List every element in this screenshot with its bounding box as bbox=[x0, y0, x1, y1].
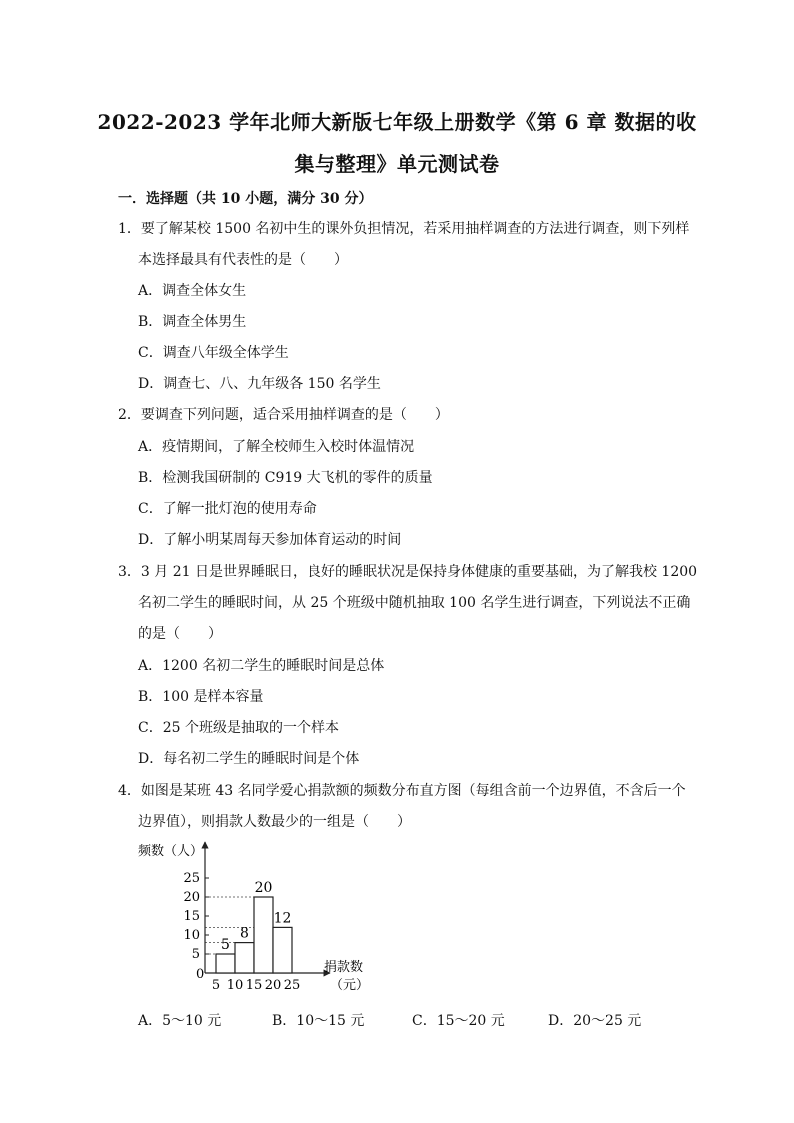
y-tick-label: 10 bbox=[183, 928, 200, 943]
q4-stem-line1: 4．如图是某班 43 名同学爱心捐款额的频数分布直方图（每组含前一个边界值，不含后一个 bbox=[118, 783, 686, 799]
q4-option-c: C．15～20 元 bbox=[412, 1013, 505, 1029]
q4-option-b: B．10～15 元 bbox=[272, 1013, 365, 1029]
q1-option-c: C．调查八年级全体学生 bbox=[138, 345, 289, 361]
q4-option-a: A．5～10 元 bbox=[138, 1013, 222, 1029]
origin-label: 0 bbox=[196, 967, 205, 982]
y-tick-label: 25 bbox=[183, 871, 200, 886]
q4-stem-line2: 边界值），则捐款人数最少的一组是（ ） bbox=[138, 814, 411, 830]
q1-option-d: D．调查七、八、九年级各 150 名学生 bbox=[138, 376, 381, 392]
x-axis-label-line1: 捐款数 bbox=[324, 960, 364, 975]
q3-stem-line1: 3．3 月 21 日是世界睡眠日，良好的睡眠状况是保持身体健康的重要基础，为了解我校 1200 bbox=[118, 564, 698, 580]
q1-option-a: A．调查全体女生 bbox=[138, 283, 247, 299]
x-tick-label: 10 bbox=[226, 978, 244, 993]
bar-value-label: 5 bbox=[221, 937, 230, 953]
q2-stem-line1: 2．要调查下列问题，适合采用抽样调查的是（ ） bbox=[118, 407, 449, 423]
y-axis-label: 频数（人） bbox=[138, 844, 204, 859]
y-tick-label: 5 bbox=[191, 947, 200, 962]
bar-value-label: 12 bbox=[273, 910, 292, 927]
y-tick-label: 15 bbox=[183, 909, 200, 924]
histogram-bar bbox=[254, 897, 273, 973]
q1-option-b: B．调查全体男生 bbox=[138, 314, 247, 330]
q3-option-b: B．100 是样本容量 bbox=[138, 689, 264, 705]
q2-option-d: D．了解小明某周每天参加体育运动的时间 bbox=[138, 532, 402, 548]
bar-value-label: 8 bbox=[240, 925, 249, 942]
x-tick-label: 20 bbox=[264, 978, 282, 993]
q2-option-c: C．了解一批灯泡的使用寿命 bbox=[138, 501, 317, 517]
bar-value-label: 20 bbox=[254, 880, 273, 896]
q3-option-d: D．每名初二学生的睡眠时间是个体 bbox=[138, 751, 360, 767]
q3-stem-line2: 名初二学生的睡眠时间，从 25 个班级中随机抽取 100 名学生进行调查，下列说法不正确 bbox=[138, 595, 691, 611]
q1-stem-line2: 本选择最具有代表性的是（ ） bbox=[138, 252, 348, 268]
q1-stem-line1: 1．要了解某校 1500 名初中生的课外负担情况，若采用抽样调查的方法进行调查，则下列样 bbox=[118, 221, 690, 237]
section-heading: 一．选择题（共 10 小题，满分 30 分） bbox=[118, 191, 373, 207]
y-tick-label: 20 bbox=[183, 890, 200, 905]
page-title-line1: 2022-2023 学年北师大新版七年级上册数学《第 6 章 数据的收 bbox=[97, 110, 697, 134]
x-axis-label-line2: （元） bbox=[330, 978, 370, 993]
x-tick-label: 5 bbox=[211, 978, 221, 993]
q2-option-b: B．检测我国研制的 C919 大飞机的零件的质量 bbox=[138, 470, 433, 486]
x-tick-label: 25 bbox=[283, 978, 301, 993]
q3-stem-line3: 的是（ ） bbox=[138, 626, 222, 642]
q3-option-c: C．25 个班级是抽取的一个样本 bbox=[138, 720, 339, 736]
histogram-bar bbox=[273, 927, 292, 973]
histogram-chart bbox=[130, 838, 380, 998]
x-tick-label: 15 bbox=[245, 978, 263, 993]
histogram-bar bbox=[216, 954, 235, 973]
q3-option-a: A．1200 名初二学生的睡眠时间是总体 bbox=[138, 658, 385, 674]
histogram-bar bbox=[235, 943, 254, 973]
q2-option-a: A．疫情期间，了解全校师生入校时体温情况 bbox=[138, 439, 415, 455]
q4-option-d: D．20～25 元 bbox=[548, 1013, 642, 1029]
page-title-line2: 集与整理》单元测试卷 bbox=[294, 152, 500, 176]
